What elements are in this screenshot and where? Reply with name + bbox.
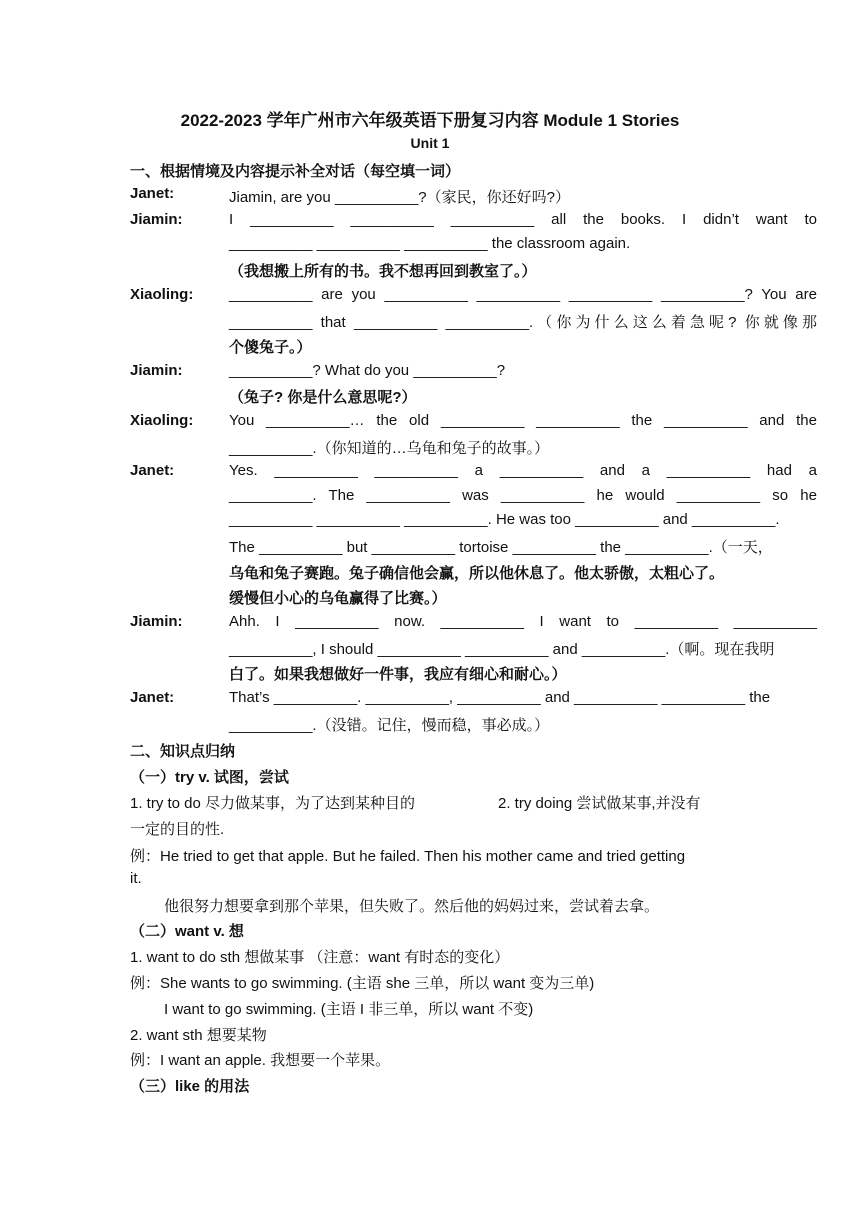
- dialogue-line: __________.（你知道的…乌龟和兔子的故事。）: [229, 440, 550, 457]
- speaker-label: Janet:: [130, 185, 175, 202]
- speaker-label: Xiaoling:: [130, 286, 194, 303]
- dialogue-line: 缓慢但小心的乌龟赢得了比赛。）: [229, 590, 447, 607]
- dialogue-line: __________. The __________ was __________ he would __________ so he: [229, 487, 817, 504]
- speaker-label: Xiaoling:: [130, 412, 194, 429]
- dialogue-line: __________ that __________ __________.（你为什么这么着急呢? 你就像那: [229, 314, 817, 331]
- unit-subtitle: Unit 1: [410, 135, 450, 151]
- dialogue-line: __________.（没错。记住，慢而稳，事必成。）: [229, 717, 550, 734]
- dialogue-line: （我想搬上所有的书。我不想再回到教室了。）: [229, 263, 537, 280]
- speaker-label: Janet:: [130, 462, 175, 479]
- try-example-cont: it.: [130, 870, 142, 887]
- dialogue-line: That’s __________. __________, __________ and __________ __________ the: [229, 689, 771, 706]
- want-usage-1: 1. want to do sth 想做某事 （注意：want 有时态的变化）: [130, 949, 510, 966]
- document-title: 2022-2023 学年广州市六年级英语下册复习内容 Module 1 Stories: [180, 111, 680, 130]
- speaker-label: Jiamin:: [130, 613, 183, 630]
- want-example-1: 例：She wants to go swimming. (主语 she 三单，所以 want 变为三单): [130, 975, 595, 992]
- speaker-label: Jiamin:: [130, 362, 183, 379]
- dialogue-line: The __________ but __________ tortoise __________ the __________.（一天，: [229, 539, 773, 556]
- dialogue-line: __________ are you __________ __________ __________ __________? You are: [229, 286, 817, 303]
- try-example: 例：He tried to get that apple. But he failed. Then his mother came and tried getting: [130, 848, 686, 865]
- sub-heading-try: （一）try v. 试图，尝试: [130, 769, 289, 786]
- section-1-heading: 一、根据情境及内容提示补全对话（每空填一词）: [130, 163, 461, 180]
- dialogue-line: （兔子? 你是什么意思呢?）: [229, 389, 417, 406]
- try-example-cn: 他很努力想要拿到那个苹果，但失败了。然后他的妈妈过来，尝试着去拿。: [164, 898, 660, 915]
- dialogue-line: __________, I should __________ __________ and __________.（啊。现在我明: [229, 641, 775, 658]
- want-example-2: I want to go swimming. (主语 I 非三单，所以 want 不变): [164, 1001, 534, 1018]
- speaker-label: Janet:: [130, 689, 175, 706]
- sub-heading-want: （二）want v. 想: [130, 923, 244, 940]
- dialogue-line: I __________ __________ __________ all the books. I didn’t want to: [229, 211, 817, 228]
- dialogue-line: Yes. __________ __________ a __________ and a __________ had a: [229, 462, 817, 479]
- want-example-3: 例：I want an apple. 我想要一个苹果。: [130, 1052, 391, 1069]
- try-usage-1: 1. try to do 尽力做某事，为了达到某种目的: [130, 795, 416, 812]
- section-2-heading: 二、知识点归纳: [130, 743, 236, 760]
- dialogue-line: Ahh. I __________ now. __________ I want to __________ __________: [229, 613, 817, 630]
- dialogue-line: __________ __________ __________ the classroom again.: [229, 235, 631, 252]
- try-usage-2: 2. try doing 尝试做某事,并没有: [498, 795, 701, 812]
- dialogue-line: __________ __________ __________. He was too __________ and __________.: [229, 511, 780, 528]
- dialogue-line: 白了。如果我想做好一件事，我应有细心和耐心。）: [229, 666, 567, 683]
- speaker-label: Jiamin:: [130, 211, 183, 228]
- dialogue-line: Jiamin, are you __________?（家民，你还好吗?）: [229, 189, 570, 206]
- dialogue-line: 乌龟和兔子赛跑。兔子确信他会赢，所以他休息了。他太骄傲，太粗心了。: [229, 565, 725, 582]
- try-usage-2-cont: 一定的目的性.: [130, 821, 225, 838]
- dialogue-line: 个傻兔子。）: [229, 339, 312, 356]
- dialogue-line: You __________… the old __________ __________ the __________ and the: [229, 412, 817, 429]
- want-usage-2: 2. want sth 想要某物: [130, 1027, 267, 1044]
- sub-heading-like: （三）like 的用法: [130, 1078, 250, 1095]
- dialogue-line: __________? What do you __________?: [229, 362, 506, 379]
